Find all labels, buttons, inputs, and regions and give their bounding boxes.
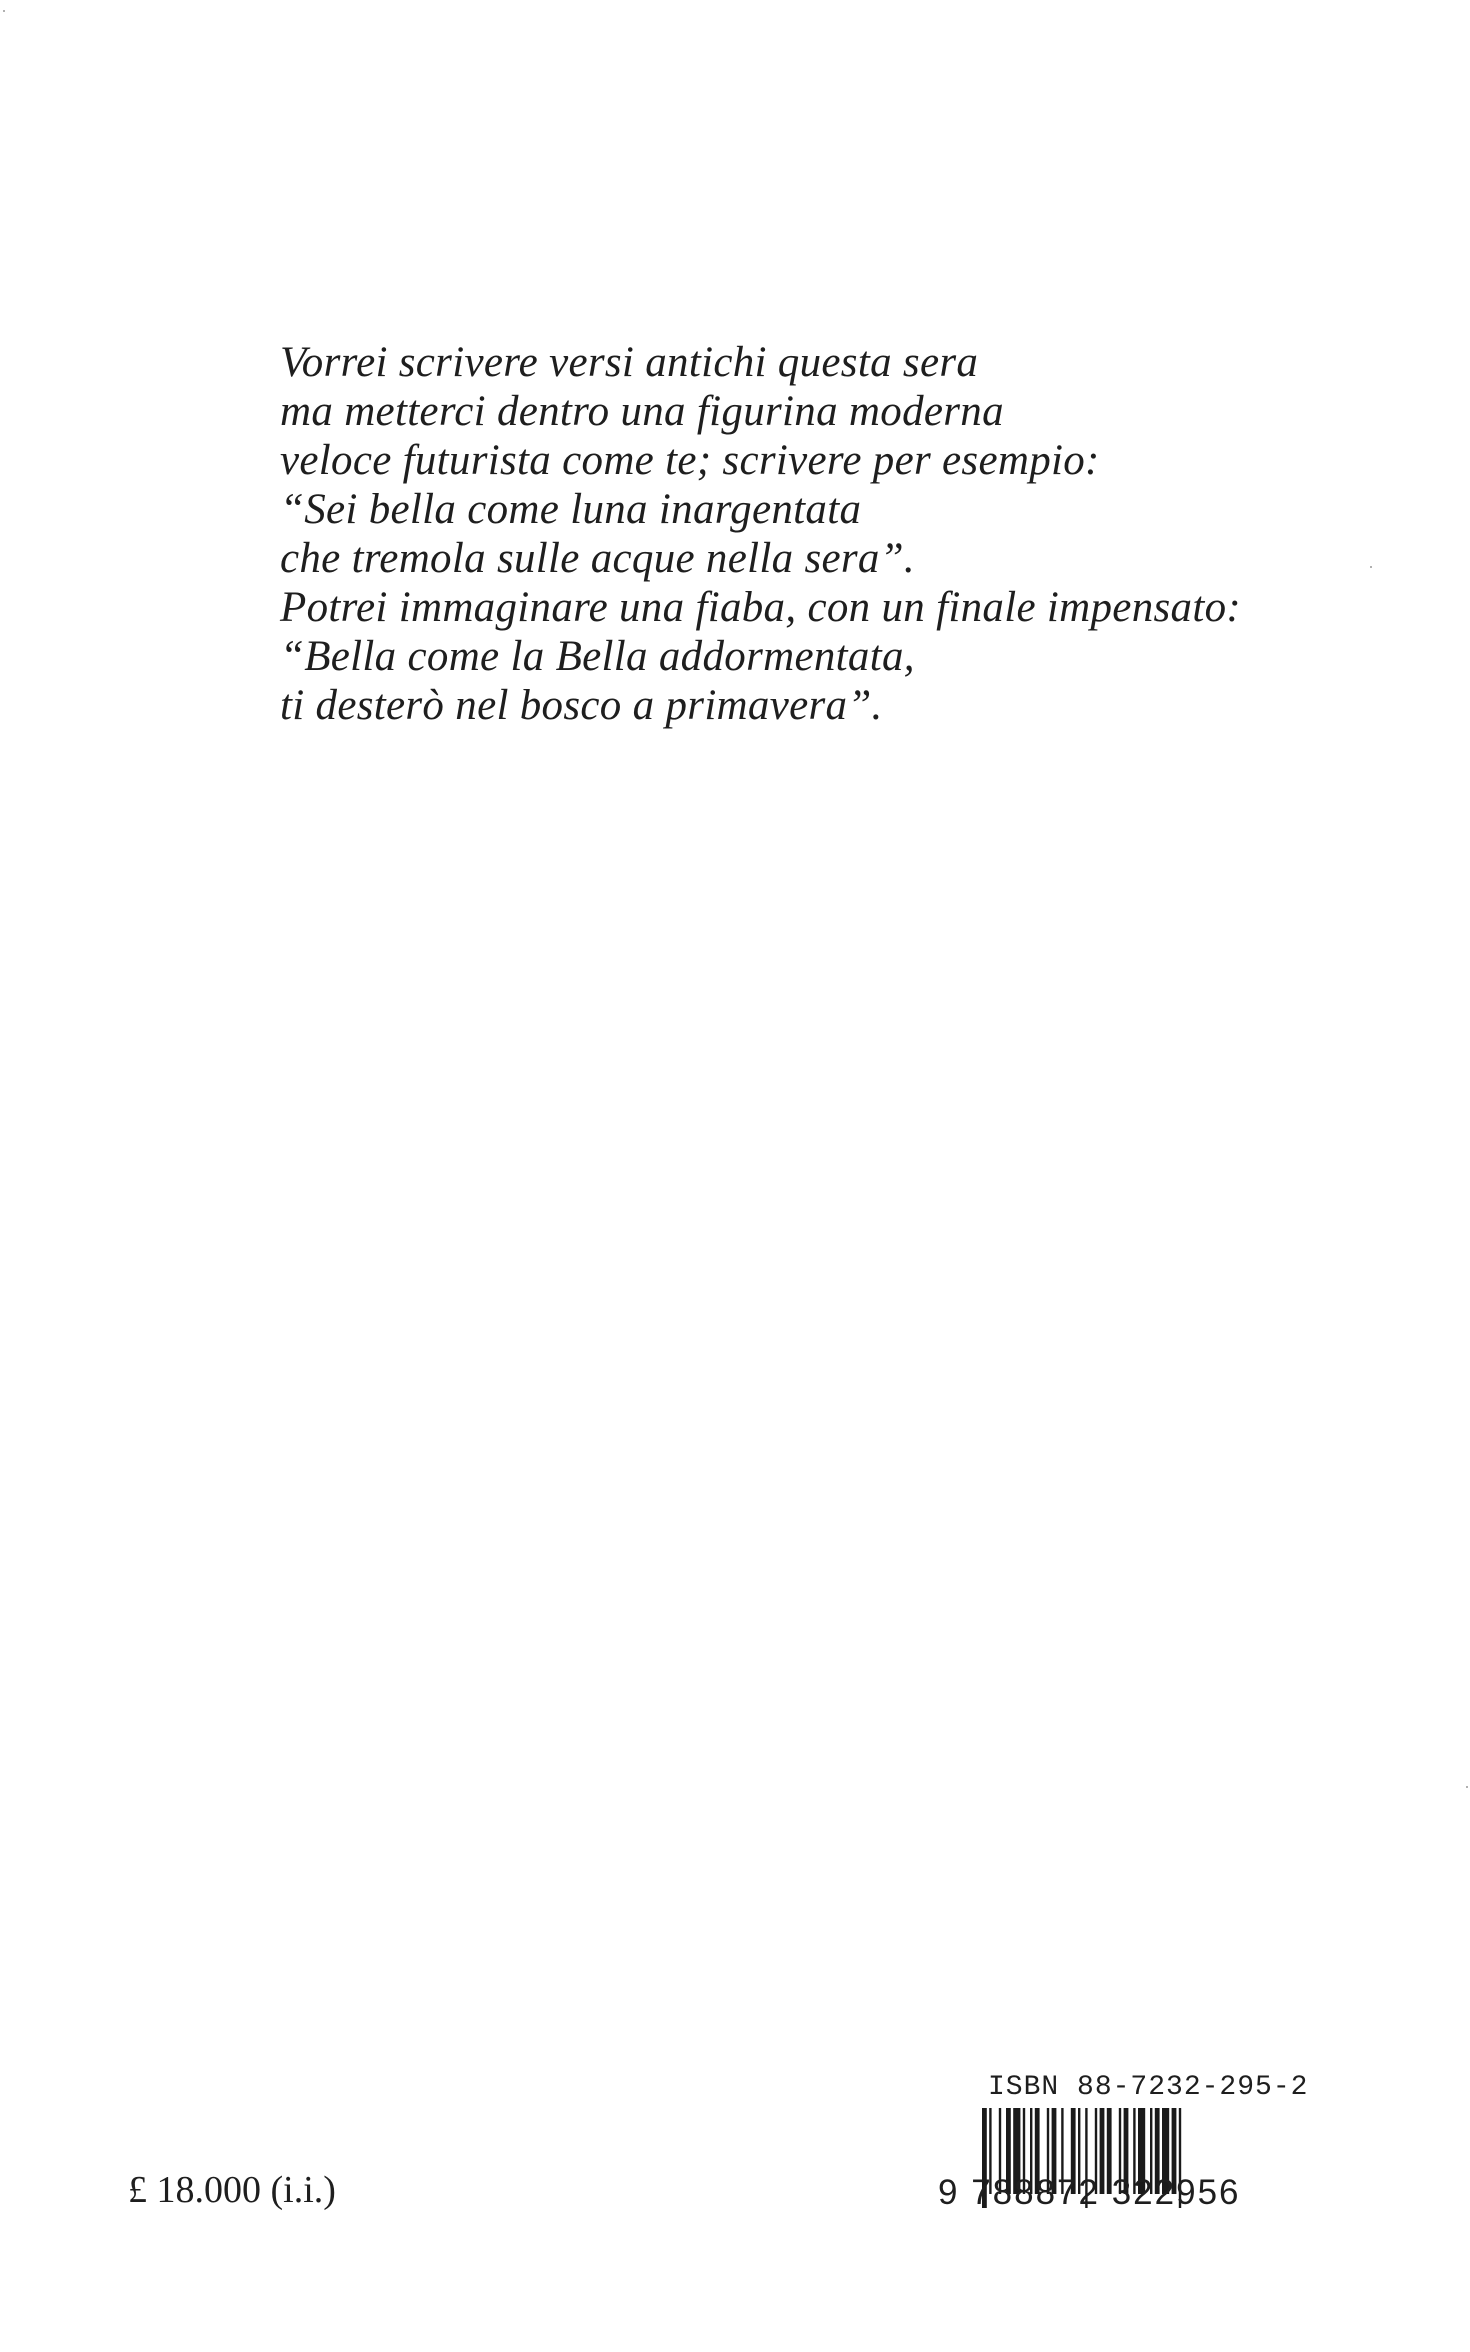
poem-line-2: ma metterci dentro una figurina moderna [280, 388, 1004, 435]
poem-line-6: Potrei immaginare una fiaba, con un finale impensato: [280, 584, 1241, 631]
poem-line-4: “Sei bella come luna inargentata [280, 486, 862, 533]
price-label: £ 18.000 (i.i.) [128, 2169, 336, 2211]
scan-speck [1466, 1786, 1468, 1788]
barcode-digits: 9 788872 322956 [938, 2173, 1241, 2212]
poem-line-5: che tremola sulle acque nella sera”. [280, 535, 915, 582]
scan-speck [3, 10, 5, 12]
isbn-barcode [938, 2073, 1318, 2213]
poem-excerpt [280, 338, 1280, 730]
isbn-number: ISBN 88-7232-295-2 [988, 2072, 1309, 2103]
poem-line-7: “Bella come la Bella addormentata, [280, 633, 915, 680]
poem-line-3: veloce futurista come te; scrivere per esempio: [280, 437, 1100, 484]
poem-line-8: ti desterò nel bosco a primavera”. [280, 682, 883, 729]
scan-speck [1370, 566, 1372, 568]
poem-line-1: Vorrei scrivere versi antichi questa sera [280, 339, 979, 386]
